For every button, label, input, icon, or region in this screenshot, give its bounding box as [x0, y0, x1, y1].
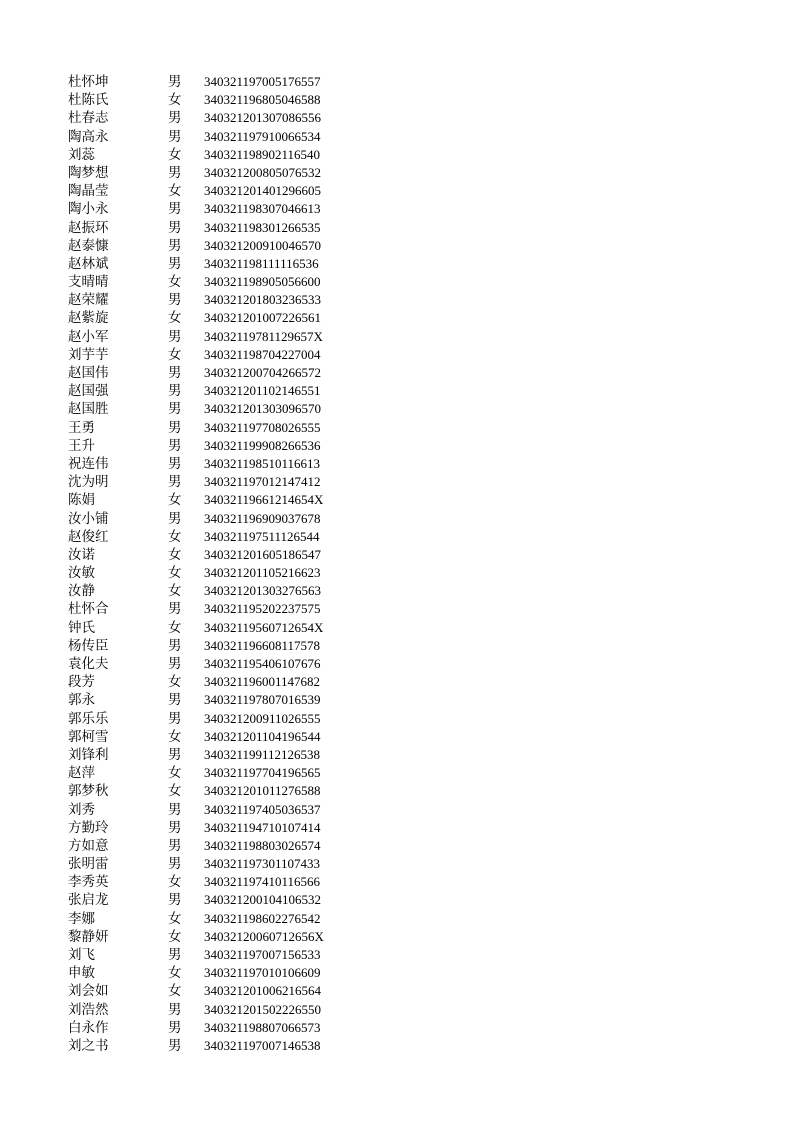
person-id-number: 340321201401296605: [204, 183, 321, 199]
person-id-number: 340321197704196565: [204, 765, 321, 781]
table-row: [68, 109, 324, 127]
person-gender: 女: [168, 528, 182, 545]
person-id-number: 340321200704266572: [204, 365, 321, 380]
person-gender: 男: [168, 947, 182, 963]
person-id-number: 340321196805046588: [204, 92, 321, 108]
person-name: 杨传臣: [68, 637, 109, 654]
table-row: [68, 928, 324, 946]
person-id-number: 340321195202237575: [204, 601, 321, 617]
table-row: [68, 837, 324, 855]
person-name: 张明雷: [68, 856, 109, 873]
person-id-number: 340321201011276588: [204, 783, 321, 799]
table-row: [68, 1037, 324, 1055]
person-name: 赵萍: [68, 765, 95, 782]
table-row: [68, 891, 324, 909]
table-row: [68, 328, 324, 346]
person-name: 段芳: [68, 674, 95, 691]
roster-table: [68, 73, 324, 1055]
table-row: [68, 873, 324, 891]
person-name: 陶梦想: [68, 164, 109, 181]
person-gender: 男: [168, 74, 182, 90]
person-name: 杜怀坤: [68, 74, 109, 90]
person-id-number: 340321198905056600: [204, 274, 321, 290]
table-row: [68, 801, 324, 819]
person-gender: 女: [168, 983, 182, 1000]
table-row: [68, 982, 324, 1000]
person-name: 陈娟: [68, 492, 95, 509]
person-name: 赵林斌: [68, 255, 109, 272]
table-row: [68, 237, 324, 255]
person-gender: 男: [168, 219, 182, 236]
person-name: 赵国伟: [68, 365, 109, 381]
table-row: [68, 146, 324, 164]
person-gender: 男: [168, 292, 182, 309]
table-row: [68, 419, 324, 437]
person-name: 刘之书: [68, 1037, 109, 1054]
person-id-number: 340321197007146538: [204, 1037, 321, 1053]
table-row: [68, 255, 324, 273]
person-name: 祝连伟: [68, 455, 109, 472]
person-id-number: 340321201102146551: [204, 383, 321, 399]
person-gender: 男: [168, 819, 182, 836]
person-name: 杜陈氏: [68, 92, 109, 109]
person-gender: 男: [168, 455, 182, 472]
person-gender: 女: [168, 783, 182, 800]
person-id-number: 340321198807066573: [204, 1019, 321, 1035]
person-gender: 男: [168, 837, 182, 854]
person-gender: 男: [168, 328, 182, 345]
person-name: 刘浩然: [68, 1001, 109, 1018]
person-gender: 男: [168, 255, 182, 272]
person-id-number: 340321200910046570: [204, 237, 321, 253]
table-row: [68, 946, 324, 964]
person-gender: 女: [168, 965, 182, 982]
person-gender: 男: [168, 692, 182, 709]
table-row: [68, 600, 324, 618]
person-gender: 男: [168, 656, 182, 672]
person-gender: 男: [168, 710, 182, 727]
person-name: 陶小永: [68, 201, 109, 218]
person-gender: 男: [168, 419, 182, 436]
person-gender: 男: [168, 801, 182, 818]
person-id-number: 340321201303096570: [204, 401, 321, 417]
person-name: 刘蕊: [68, 146, 95, 163]
table-row: [68, 400, 324, 418]
person-id-number: 34032119560712654X: [204, 619, 324, 635]
person-id-number: 340321198510116613: [204, 455, 321, 471]
person-name: 赵小军: [68, 328, 109, 345]
person-gender: 女: [168, 346, 182, 363]
person-id-number: 340321198301266535: [204, 219, 321, 235]
person-name: 汝敏: [68, 565, 95, 582]
person-name: 袁化夫: [68, 656, 109, 672]
table-row: [68, 73, 324, 91]
table-row: [68, 91, 324, 109]
person-id-number: 340321200104106532: [204, 892, 321, 908]
person-gender: 男: [168, 1037, 182, 1054]
person-gender: 女: [168, 874, 182, 891]
table-row: [68, 673, 324, 691]
table-row: [68, 746, 324, 764]
person-name: 刘会如: [68, 983, 109, 1000]
table-row: [68, 710, 324, 728]
person-name: 刘锋利: [68, 746, 109, 763]
table-row: [68, 510, 324, 528]
table-row: [68, 1001, 324, 1019]
person-gender: 男: [168, 892, 182, 909]
person-name: 赵俊红: [68, 528, 109, 545]
person-id-number: 340321198111116536: [204, 255, 319, 271]
person-name: 陶晶莹: [68, 183, 109, 200]
person-id-number: 340321197005176557: [204, 74, 321, 89]
person-name: 方勤玲: [68, 819, 109, 836]
person-id-number: 340321198602276542: [204, 910, 321, 926]
person-id-number: 340321197910066534: [204, 128, 321, 144]
person-name: 黎静妍: [68, 928, 109, 945]
table-row: [68, 437, 324, 455]
table-row: [68, 728, 324, 746]
person-gender: 女: [168, 619, 182, 636]
person-gender: 男: [168, 474, 182, 491]
table-row: [68, 655, 324, 673]
person-id-number: 340321201104196544: [204, 728, 321, 744]
table-row: [68, 819, 324, 837]
person-id-number: 340321197012147412: [204, 474, 321, 490]
person-id-number: 340321199908266536: [204, 437, 321, 453]
person-gender: 男: [168, 383, 182, 400]
person-name: 赵荣耀: [68, 292, 109, 309]
table-row: [68, 309, 324, 327]
person-id-number: 340321194710107414: [204, 819, 321, 835]
person-id-number: 340321201105216623: [204, 565, 321, 581]
person-gender: 女: [168, 146, 182, 163]
person-id-number: 340321197301107433: [204, 856, 321, 872]
person-name: 王勇: [68, 419, 95, 436]
person-gender: 男: [168, 746, 182, 763]
person-name: 刘芋芋: [68, 346, 109, 363]
table-row: [68, 582, 324, 600]
person-gender: 男: [168, 401, 182, 418]
person-gender: 男: [168, 601, 182, 618]
person-id-number: 340321198307046613: [204, 201, 321, 217]
person-gender: 男: [168, 437, 182, 454]
table-row: [68, 546, 324, 564]
table-row: [68, 910, 324, 928]
person-id-number: 340321198704227004: [204, 346, 321, 362]
person-name: 陶高永: [68, 128, 109, 145]
table-row: [68, 637, 324, 655]
person-name: 刘飞: [68, 947, 95, 963]
person-id-number: 34032119781129657X: [204, 328, 323, 344]
person-name: 方如意: [68, 837, 109, 854]
table-row: [68, 855, 324, 873]
person-gender: 男: [168, 1019, 182, 1036]
person-id-number: 340321196608117578: [204, 637, 321, 653]
table-row: [68, 964, 324, 982]
person-name: 赵泰慷: [68, 237, 109, 254]
person-name: 李娜: [68, 910, 95, 927]
person-name: 汝静: [68, 583, 95, 600]
person-name: 白永作: [68, 1019, 109, 1036]
person-id-number: 340321196909037678: [204, 510, 321, 526]
table-row: [68, 164, 324, 182]
table-row: [68, 764, 324, 782]
table-row: [68, 619, 324, 637]
person-id-number: 340321199112126538: [204, 746, 321, 762]
person-id-number: 340321198902116540: [204, 146, 321, 162]
person-name: 李秀英: [68, 874, 109, 891]
table-row: [68, 273, 324, 291]
person-name: 赵振环: [68, 219, 109, 236]
person-name: 刘秀: [68, 801, 95, 818]
person-id-number: 340321197010106609: [204, 965, 321, 981]
person-name: 杜春志: [68, 110, 109, 127]
person-gender: 男: [168, 128, 182, 145]
person-id-number: 34032119661214654X: [204, 492, 324, 508]
person-name: 支晴晴: [68, 274, 109, 291]
person-name: 杜怀合: [68, 601, 109, 618]
person-gender: 女: [168, 910, 182, 927]
person-id-number: 340321197405036537: [204, 801, 321, 817]
person-name: 申敏: [68, 965, 95, 982]
table-row: [68, 473, 324, 491]
person-gender: 女: [168, 565, 182, 582]
person-id-number: 340321200805076532: [204, 164, 321, 180]
person-id-number: 340321197410116566: [204, 874, 321, 890]
person-id-number: 340321198803026574: [204, 837, 321, 853]
person-gender: 女: [168, 92, 182, 109]
person-gender: 女: [168, 310, 182, 327]
person-gender: 女: [168, 274, 182, 291]
person-gender: 女: [168, 728, 182, 745]
person-id-number: 340321197511126544: [204, 528, 320, 544]
person-gender: 男: [168, 110, 182, 127]
person-gender: 女: [168, 492, 182, 509]
table-row: [68, 128, 324, 146]
table-row: [68, 182, 324, 200]
person-name: 赵紫旋: [68, 310, 109, 327]
table-row: [68, 691, 324, 709]
person-name: 赵国胜: [68, 401, 109, 418]
table-row: [68, 291, 324, 309]
person-id-number: 340321201803236533: [204, 292, 321, 308]
table-row: [68, 564, 324, 582]
person-name: 钟氏: [68, 619, 95, 636]
person-name: 汝诺: [68, 546, 95, 563]
person-name: 王升: [68, 437, 95, 454]
table-row: [68, 382, 324, 400]
table-row: [68, 528, 324, 546]
table-row: [68, 491, 324, 509]
person-id-number: 340321196001147682: [204, 674, 321, 690]
person-gender: 女: [168, 583, 182, 600]
person-id-number: 340321201307086556: [204, 110, 321, 126]
person-gender: 男: [168, 1001, 182, 1018]
person-name: 郭柯雪: [68, 728, 109, 745]
table-row: [68, 219, 324, 237]
table-row: [68, 200, 324, 218]
person-id-number: 340321197708026555: [204, 419, 321, 435]
person-gender: 女: [168, 183, 182, 200]
table-row: [68, 782, 324, 800]
table-row: [68, 1019, 324, 1037]
person-gender: 女: [168, 674, 182, 691]
person-name: 郭永: [68, 692, 95, 709]
person-id-number: 340321201006216564: [204, 983, 321, 999]
table-row: [68, 364, 324, 382]
person-gender: 男: [168, 637, 182, 654]
person-id-number: 340321200911026555: [204, 710, 321, 726]
person-gender: 女: [168, 546, 182, 563]
person-id-number: 340321201605186547: [204, 546, 321, 562]
person-id-number: 340321197007156533: [204, 947, 321, 962]
person-name: 张启龙: [68, 892, 109, 909]
person-id-number: 340321201007226561: [204, 310, 321, 326]
person-id-number: 340321197807016539: [204, 692, 321, 708]
person-id-number: 34032120060712656X: [204, 928, 324, 944]
person-id-number: 340321195406107676: [204, 656, 321, 671]
person-gender: 男: [168, 365, 182, 381]
person-id-number: 340321201502226550: [204, 1001, 321, 1017]
person-name: 赵国强: [68, 383, 109, 400]
person-gender: 男: [168, 164, 182, 181]
person-name: 沈为明: [68, 474, 109, 491]
person-gender: 女: [168, 928, 182, 945]
person-gender: 女: [168, 765, 182, 782]
person-name: 汝小铺: [68, 510, 109, 527]
person-gender: 男: [168, 237, 182, 254]
person-gender: 男: [168, 201, 182, 218]
person-name: 郭乐乐: [68, 710, 109, 727]
person-gender: 男: [168, 856, 182, 873]
table-row: [68, 346, 324, 364]
person-name: 郭梦秋: [68, 783, 109, 800]
person-id-number: 340321201303276563: [204, 583, 321, 599]
table-row: [68, 455, 324, 473]
person-gender: 男: [168, 510, 182, 527]
